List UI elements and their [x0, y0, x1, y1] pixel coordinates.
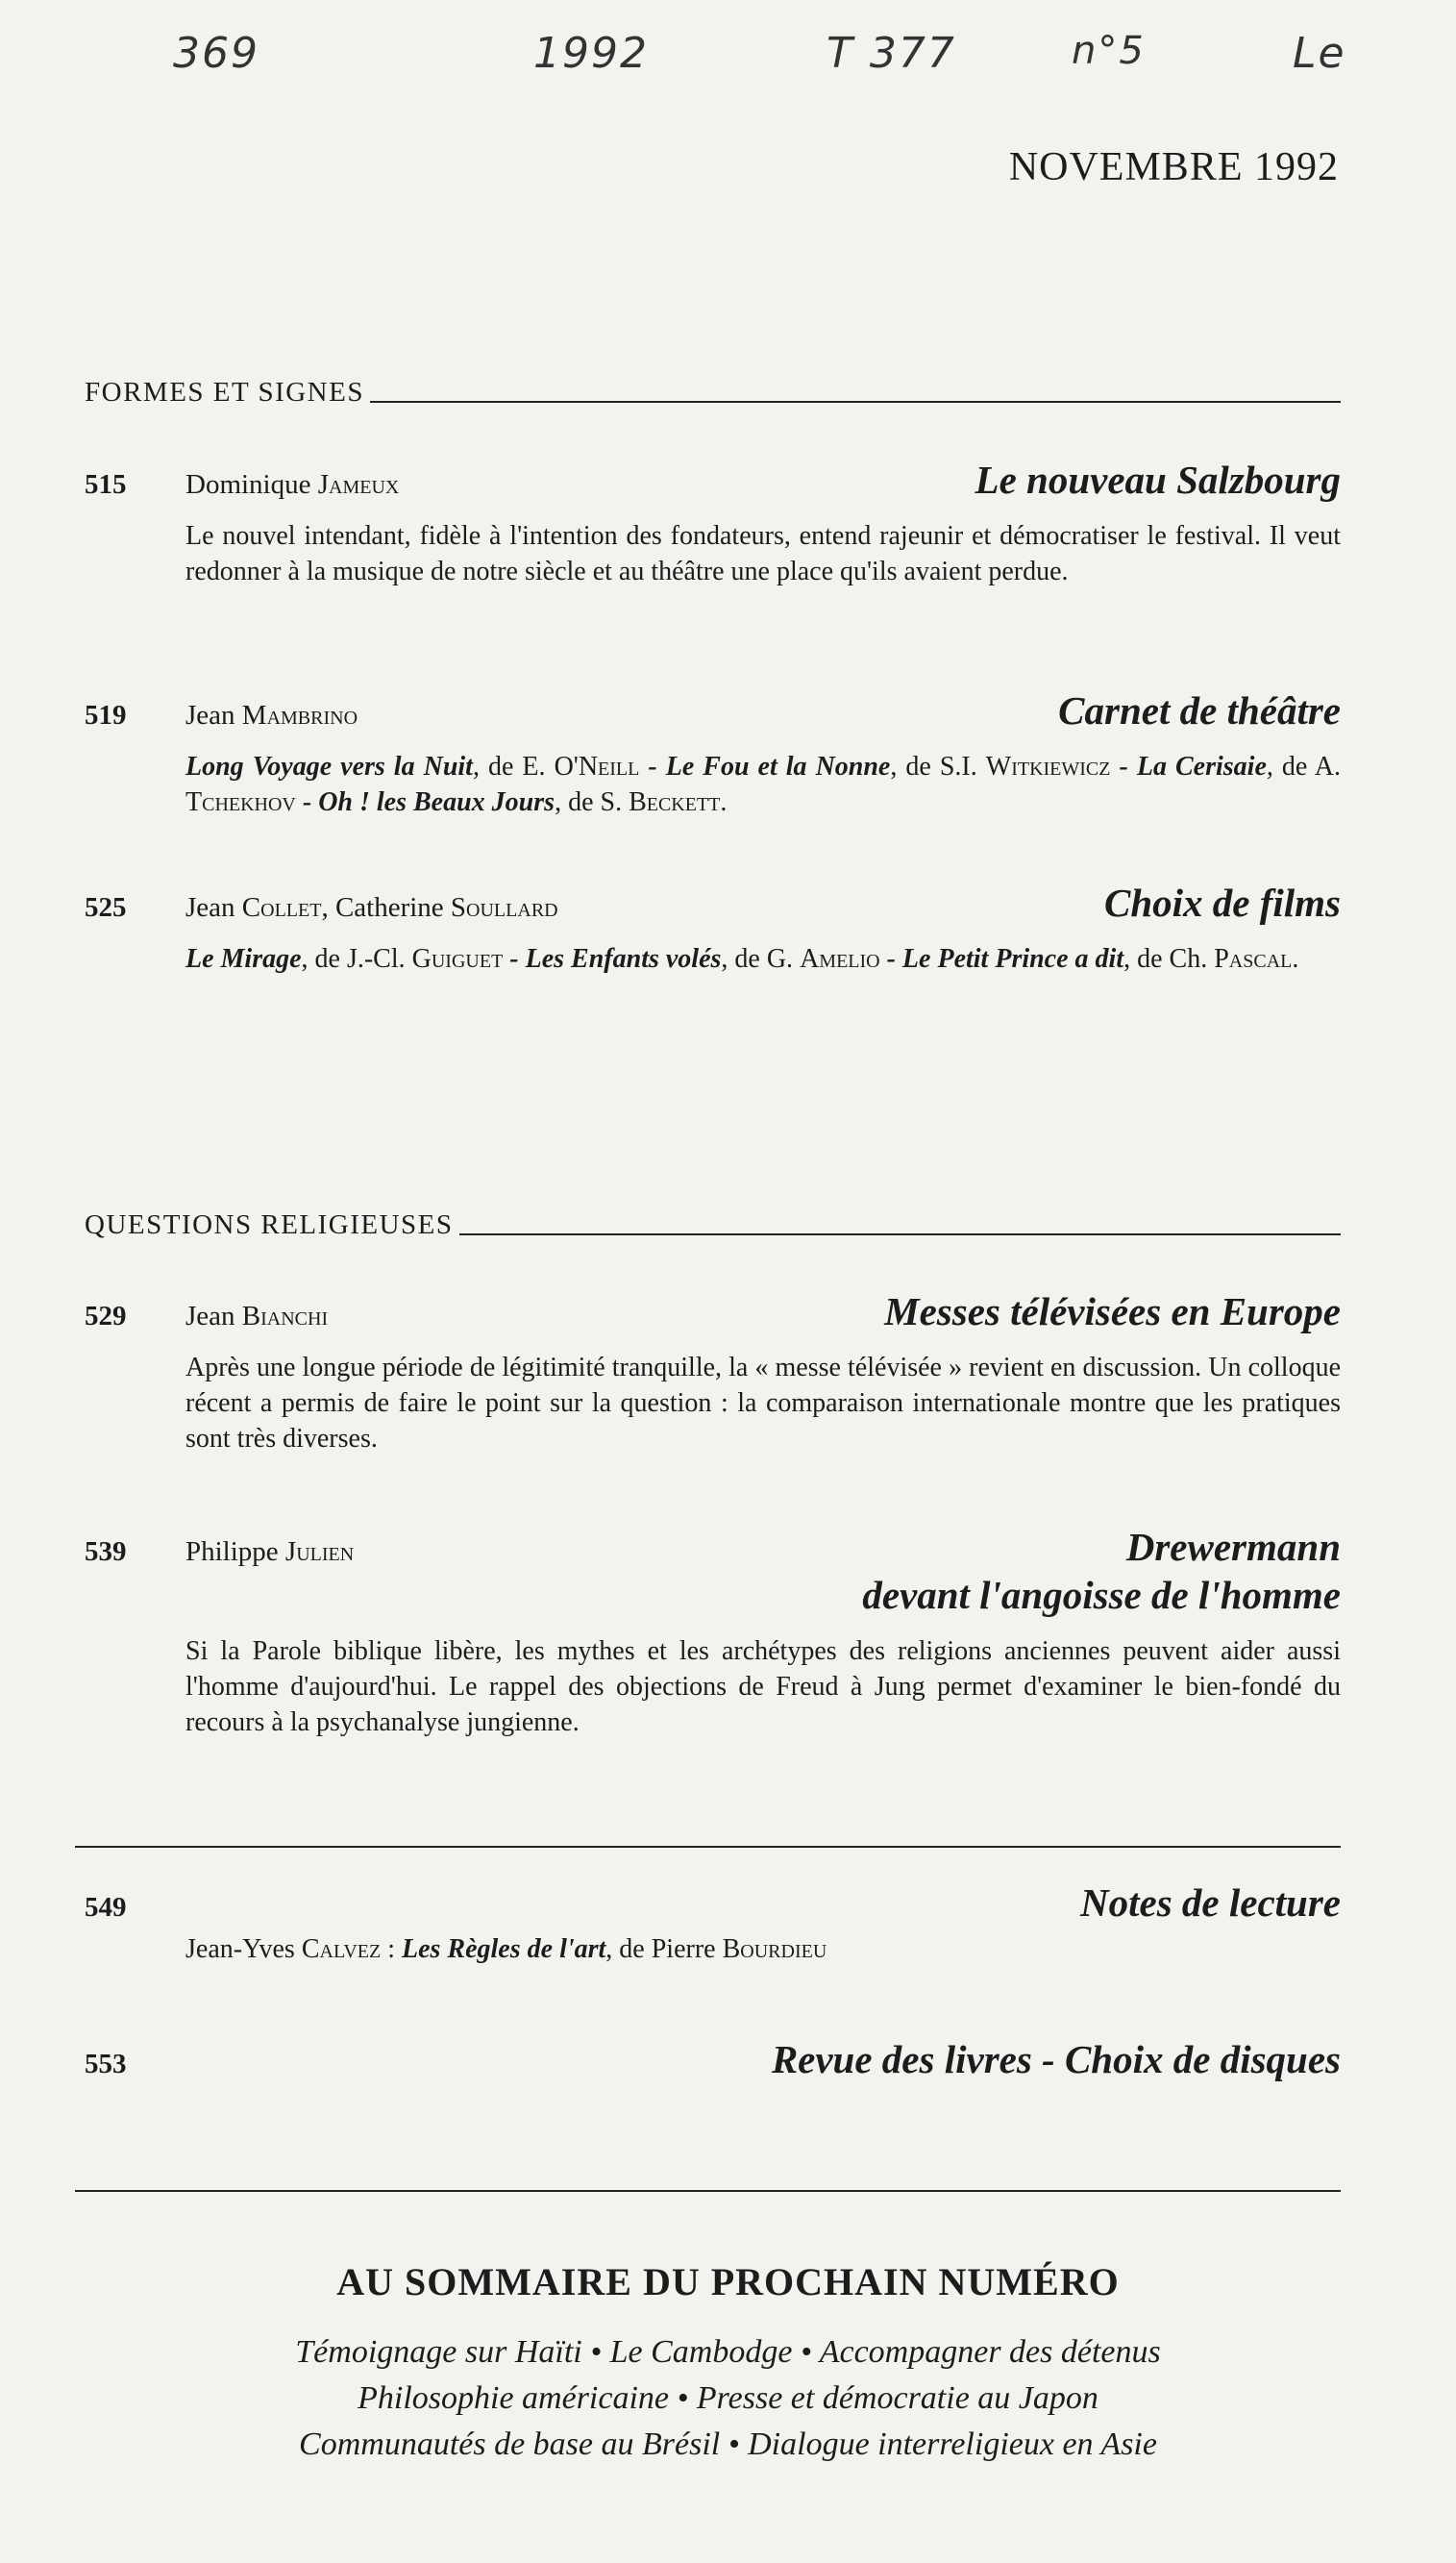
- page-number: 525: [85, 892, 127, 923]
- author: Jean Bianchi: [185, 1301, 329, 1331]
- article-title[interactable]: Drewermann: [1125, 1525, 1341, 1569]
- article-title[interactable]: Notes de lecture: [1080, 1880, 1341, 1925]
- next-issue-line: Témoignage sur Haïti • Le Cambodge • Accompagner des détenus: [295, 2334, 1161, 2370]
- article-title[interactable]: Le nouveau Salzbourg: [975, 458, 1341, 502]
- article-title[interactable]: Revue des livres - Choix de disques: [771, 2037, 1341, 2081]
- next-issue-heading: AU SOMMAIRE DU PROCHAIN NUMÉRO: [336, 2260, 1120, 2303]
- article-title-continued[interactable]: devant l'angoisse de l'homme: [862, 1573, 1341, 1617]
- section-rule: [370, 401, 1341, 403]
- contents-entry[interactable]: [85, 687, 1341, 820]
- section-label: QUESTIONS RELIGIEUSES: [85, 1209, 454, 1240]
- author: Philippe Julien: [185, 1536, 355, 1567]
- contents-entry[interactable]: [85, 1524, 1341, 1740]
- article-summary: Si la Parole biblique libère, les mythes et les archétypes des religions anciennes peuvent aider aussi l'homme d'aujourd'hui. Le rappel des objections de Freud à Jung permet d'examiner le bien-fondé du recours à la psychanalyse jungienne.: [185, 1636, 1341, 1737]
- section-heading: [85, 377, 1341, 409]
- contents-entry[interactable]: [85, 880, 1341, 977]
- next-issue-line: Philosophie américaine • Presse et démocratie au Japon: [358, 2380, 1098, 2416]
- reviewed-works: Le Mirage, de J.-Cl. Guiguet - Les Enfants volés, de G. Amelio - Le Petit Prince a dit, de Ch. Pascal.: [185, 944, 1299, 974]
- article-title[interactable]: Carnet de théâtre: [1058, 688, 1341, 733]
- contents-entry[interactable]: [85, 1879, 1341, 1967]
- author: Jean Mambrino: [185, 700, 358, 731]
- next-issue-line: Communautés de base au Brésil • Dialogue interreligieux en Asie: [299, 2426, 1157, 2462]
- contents-entry[interactable]: [85, 2036, 1341, 2082]
- page-number: 515: [85, 469, 127, 500]
- page-number: 553: [85, 2049, 127, 2079]
- reviewed-works: Long Voyage vers la Nuit, de E. O'Neill - Le Fou et la Nonne, de S.I. Witkiewicz - La Cerisaie, de A. Tchekhov - Oh ! les Beaux Jours, de S. Beckett.: [185, 752, 1342, 817]
- contents-entry[interactable]: [85, 1288, 1341, 1456]
- page-number: 549: [85, 1892, 127, 1923]
- section-rule: [459, 1233, 1341, 1235]
- divider: [75, 2190, 1341, 2192]
- section-label: FORMES ET SIGNES: [85, 377, 364, 408]
- review-line: Jean-Yves Calvez : Les Règles de l'art, de Pierre Bourdieu: [185, 1934, 827, 1964]
- article-summary: Le nouvel intendant, fidèle à l'intention des fondateurs, entend rajeunir et démocratiser le festival. Il veut redonner à la musique de notre siècle et au théâtre une place qu'ils avaient perdue.: [185, 521, 1341, 586]
- page-number: 539: [85, 1536, 127, 1567]
- article-title[interactable]: Messes télévisées en Europe: [884, 1289, 1341, 1333]
- author: Dominique Jameux: [185, 469, 400, 500]
- article-summary: Après une longue période de légitimité tranquille, la « messe télévisée » revient en discussion. Un colloque récent a permis de faire le point sur la question : la comparaison internationale montre que les pratiques sont très diverses.: [185, 1353, 1341, 1454]
- divider: [75, 1846, 1341, 1848]
- page-number: 519: [85, 700, 127, 731]
- handwritten-note: 369: [173, 29, 259, 78]
- contents-entry[interactable]: [85, 457, 1341, 589]
- section-heading: [85, 1209, 1341, 1241]
- handwritten-note: 1992: [533, 29, 649, 78]
- handwritten-note: T 377: [827, 29, 956, 78]
- handwritten-note: Le: [1293, 29, 1346, 78]
- author: Jean Collet, Catherine Soullard: [185, 892, 558, 923]
- handwritten-note: n°5: [1072, 29, 1146, 73]
- page-number: 529: [85, 1301, 127, 1331]
- article-title[interactable]: Choix de films: [1103, 881, 1341, 925]
- issue-date: NOVEMBRE 1992: [1008, 145, 1339, 189]
